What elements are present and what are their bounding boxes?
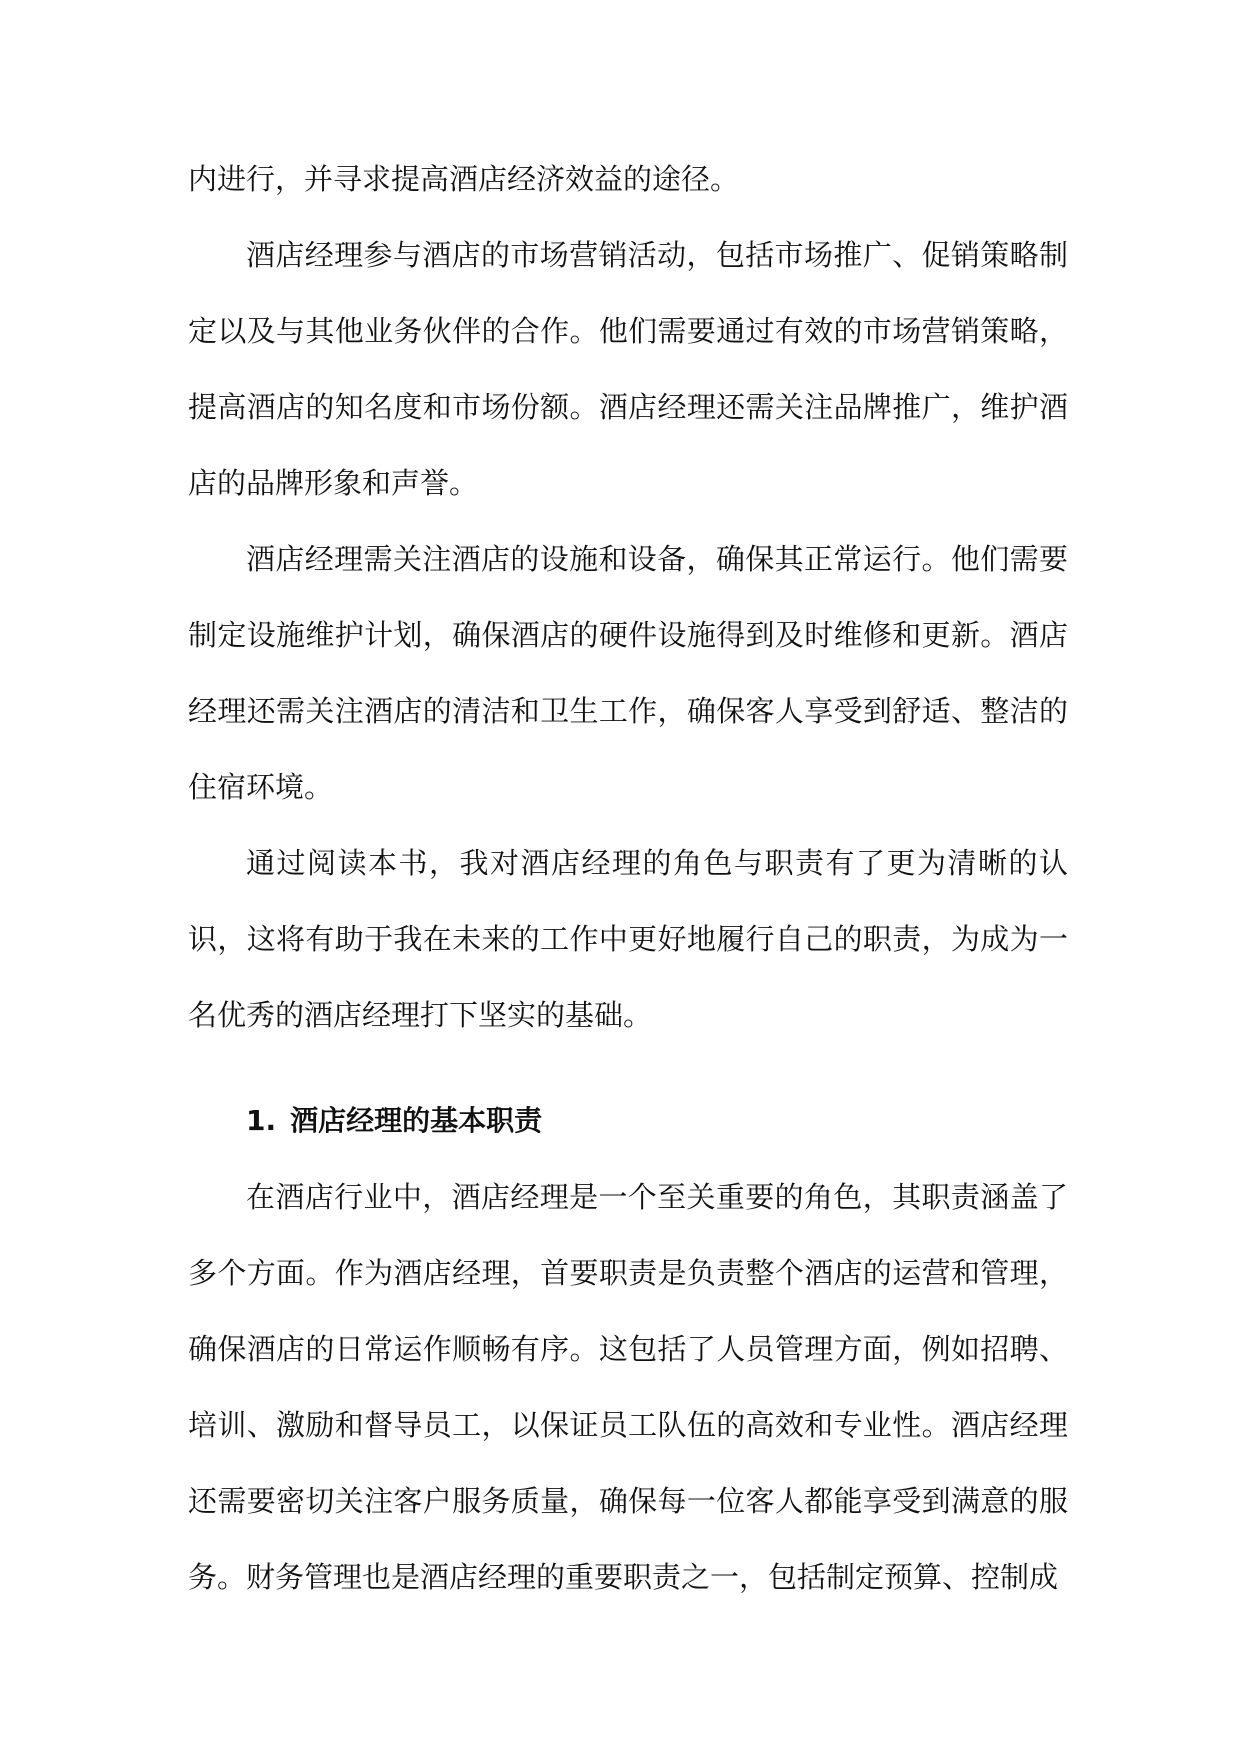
paragraph-reflection: 通过阅读本书，我对酒店经理的角色与职责有了更为清晰的认识，这将有助于我在未来的工作中更好地履行自己的职责，为成为一名优秀的酒店经理打下坚实的基础。 xyxy=(188,846,1068,1032)
section-title: 酒店经理的基本职责 xyxy=(290,1104,543,1137)
section-number: 1. xyxy=(246,1104,277,1137)
section-heading xyxy=(188,1083,1068,1159)
paragraph-marketing: 酒店经理参与酒店的市场营销活动，包括市场推广、促销策略制定以及与其他业务伙伴的合作。他们需要通过有效的市场营销策略，提高酒店的知名度和市场份额。酒店经理还需关注品牌推广，维护酒店的品牌形象和声誉。 xyxy=(188,238,1068,500)
document-body xyxy=(188,141,1068,1615)
paragraph-facilities: 酒店经理需关注酒店的设施和设备，确保其正常运行。他们需要制定设施维护计划，确保酒店的硬件设施得到及时维修和更新。酒店经理还需关注酒店的清洁和卫生工作，确保客人享受到舒适、整洁的住宿环境。 xyxy=(188,542,1068,804)
paragraph-basic-duties: 在酒店行业中，酒店经理是一个至关重要的角色，其职责涵盖了多个方面。作为酒店经理，首要职责是负责整个酒店的运营和管理，确保酒店的日常运作顺畅有序。这包括了人员管理方面，例如招聘、培训、激励和督导员工，以保证员工队伍的高效和专业性。酒店经理还需要密切关注客户服务质量，确保每一位客人都能享受到满意的服务。财务管理也是酒店经理的重要职责之一，包括制定预算、控制成 xyxy=(188,1180,1068,1594)
paragraph-continuation: 内进行，并寻求提高酒店经济效益的途径。 xyxy=(188,162,740,196)
